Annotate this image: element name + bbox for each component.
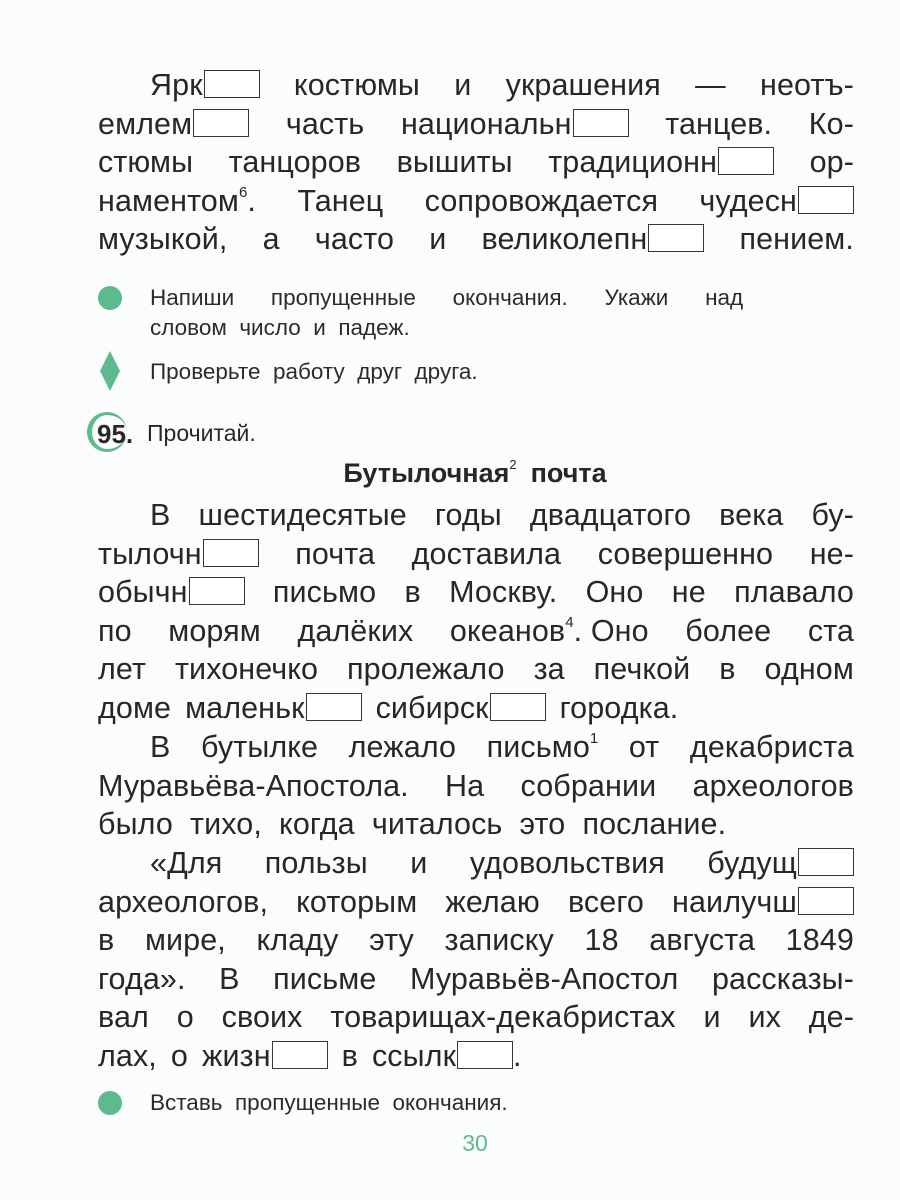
text-line bbox=[98, 573, 854, 612]
word: великолепн bbox=[481, 222, 648, 257]
text-line bbox=[98, 535, 854, 574]
word: их bbox=[748, 1000, 781, 1035]
exercise-number: 95. bbox=[97, 419, 134, 449]
word: археологов, bbox=[98, 884, 269, 919]
word: письме bbox=[273, 961, 377, 996]
word: года». bbox=[98, 961, 186, 996]
word: в bbox=[719, 652, 736, 687]
instruction-text: Проверьте работу друг друга. bbox=[150, 359, 478, 384]
word: лах, bbox=[98, 1038, 157, 1073]
punctuation: . bbox=[513, 1038, 522, 1073]
word: обычн bbox=[98, 575, 188, 610]
word: годы bbox=[434, 498, 502, 532]
word: городка. bbox=[559, 690, 679, 725]
word: «Для bbox=[150, 846, 223, 880]
text-line bbox=[98, 105, 854, 144]
word: В bbox=[150, 498, 171, 532]
blank-box[interactable] bbox=[272, 1041, 328, 1069]
blank-box[interactable] bbox=[490, 693, 546, 721]
word: бу- bbox=[811, 498, 854, 532]
word: не bbox=[671, 575, 706, 610]
page-number: 30 bbox=[462, 1130, 488, 1156]
title-word: Бутылочная bbox=[343, 458, 510, 488]
word: Ко- bbox=[808, 106, 854, 141]
blank-box[interactable] bbox=[457, 1041, 513, 1069]
title-word: почта bbox=[530, 458, 607, 488]
word: вал bbox=[98, 1000, 149, 1035]
word: письмо bbox=[272, 575, 377, 610]
word: музыкой, bbox=[98, 222, 228, 257]
word: и bbox=[703, 1000, 721, 1035]
word: желаю bbox=[445, 884, 540, 919]
text-line bbox=[98, 883, 854, 922]
green-circle-icon bbox=[98, 1091, 122, 1115]
text-line bbox=[98, 496, 854, 535]
word: записку bbox=[444, 923, 554, 958]
word: эту bbox=[369, 923, 414, 958]
word: наментом bbox=[98, 183, 239, 218]
word: Танец bbox=[297, 183, 384, 218]
text-line bbox=[98, 66, 854, 105]
text-line bbox=[98, 650, 854, 689]
word: в bbox=[341, 1038, 358, 1073]
blank-box[interactable] bbox=[189, 577, 245, 605]
story-paragraph-2 bbox=[98, 728, 854, 844]
word: морям bbox=[168, 613, 261, 648]
word: украшения bbox=[505, 68, 661, 102]
word: тихонечко bbox=[174, 652, 319, 687]
word: одном bbox=[764, 652, 854, 687]
word: археологов bbox=[692, 768, 854, 803]
word: 18 bbox=[584, 923, 619, 958]
blank-box[interactable] bbox=[204, 70, 260, 98]
text-line bbox=[98, 960, 854, 999]
blank-box[interactable] bbox=[798, 848, 854, 876]
word: тылочн bbox=[98, 536, 202, 571]
story-paragraph-3 bbox=[98, 844, 854, 1076]
word: в bbox=[404, 575, 421, 610]
word: и bbox=[454, 68, 472, 102]
punctuation: . bbox=[247, 183, 256, 218]
text-line bbox=[98, 220, 854, 259]
footnote-marker: 4 bbox=[565, 613, 574, 631]
word: в bbox=[98, 923, 115, 958]
word: будущ bbox=[707, 846, 797, 880]
word: совершенно bbox=[597, 536, 774, 571]
word: национальн bbox=[400, 106, 572, 141]
text-line bbox=[98, 143, 854, 182]
text-line bbox=[98, 767, 854, 806]
word: мире, bbox=[144, 923, 226, 958]
word: и bbox=[410, 846, 428, 880]
word: Оно bbox=[585, 575, 644, 610]
green-circle-icon bbox=[98, 286, 122, 310]
blank-box[interactable] bbox=[573, 109, 629, 137]
word: Москву. bbox=[449, 575, 558, 610]
word: ста bbox=[807, 613, 854, 648]
word: жизн bbox=[201, 1038, 271, 1073]
blank-box[interactable] bbox=[193, 109, 249, 137]
blank-box[interactable] bbox=[306, 693, 362, 721]
text-line bbox=[98, 689, 854, 728]
story-paragraph-1 bbox=[98, 496, 854, 728]
word: товарищах-декабристах bbox=[330, 1000, 676, 1035]
word: Муравьёв-Апостол bbox=[409, 961, 679, 996]
word: всего bbox=[567, 884, 644, 919]
word: емлем bbox=[98, 106, 193, 141]
word: пролежало bbox=[347, 652, 505, 687]
word: неотъ- bbox=[760, 68, 854, 102]
word: лежало bbox=[348, 730, 457, 764]
word: танцоров bbox=[228, 145, 362, 180]
word: бутылке bbox=[201, 730, 319, 764]
word: доставила bbox=[411, 536, 562, 571]
blank-box[interactable] bbox=[718, 147, 774, 175]
word: часть bbox=[285, 106, 365, 141]
word: плавало bbox=[734, 575, 854, 610]
blank-box[interactable] bbox=[798, 887, 854, 915]
word: за bbox=[533, 652, 565, 687]
word: маленьк bbox=[185, 690, 305, 725]
word: пользы bbox=[264, 846, 368, 880]
text-line bbox=[98, 998, 854, 1037]
text-line bbox=[98, 728, 854, 767]
word: не- bbox=[809, 536, 854, 571]
word: доме bbox=[98, 690, 172, 725]
word: о bbox=[176, 1000, 194, 1035]
instruction-text: Вставь пропущенные окончания. bbox=[150, 1090, 508, 1115]
word: собрании bbox=[520, 768, 657, 803]
word: лет bbox=[98, 652, 147, 687]
text-line bbox=[98, 612, 854, 651]
word: почта bbox=[295, 536, 376, 571]
word: письмо bbox=[486, 730, 590, 764]
word: В bbox=[219, 961, 240, 996]
word: рассказы- bbox=[711, 961, 854, 996]
word: далёких bbox=[297, 613, 414, 648]
text-line bbox=[98, 182, 854, 221]
word: океанов bbox=[449, 613, 566, 648]
footnote-marker: 2 bbox=[509, 457, 517, 472]
word: века bbox=[719, 498, 784, 532]
word: по bbox=[98, 613, 132, 648]
word: традиционн bbox=[548, 145, 718, 180]
exercise-instruction: Прочитай. bbox=[147, 420, 256, 446]
word: своих bbox=[221, 1000, 303, 1035]
word: декабриста bbox=[689, 730, 854, 764]
word: 1849 bbox=[785, 923, 854, 958]
word: наилучш bbox=[672, 884, 797, 919]
word: пением. bbox=[739, 222, 854, 257]
word: Ярк bbox=[150, 68, 203, 102]
word: чудесн bbox=[699, 183, 797, 218]
text-line bbox=[98, 844, 854, 883]
blank-box[interactable] bbox=[203, 539, 259, 567]
word: о bbox=[170, 1038, 188, 1073]
word: . Оно bbox=[573, 613, 649, 648]
word: часто bbox=[314, 222, 395, 257]
word: и bbox=[429, 222, 447, 257]
word: от bbox=[628, 730, 660, 764]
word: На bbox=[445, 768, 485, 803]
green-diamond-icon bbox=[100, 351, 120, 391]
footnote-marker: 6 bbox=[238, 183, 248, 201]
word: шестидесятые bbox=[198, 498, 407, 532]
word: а bbox=[262, 222, 280, 257]
instruction-text: словом число и падеж. bbox=[150, 315, 410, 340]
blank-box[interactable] bbox=[648, 224, 704, 252]
instruction-text: Напиши пропущенные окончания. Укажи над bbox=[150, 285, 744, 310]
word: — bbox=[695, 68, 726, 102]
word: костюмы bbox=[293, 68, 420, 102]
word: танцев. bbox=[665, 106, 773, 141]
blank-box[interactable] bbox=[798, 186, 854, 214]
word: Муравьёва-Апостола. bbox=[98, 768, 409, 803]
word: печкой bbox=[593, 652, 691, 687]
word: более bbox=[685, 613, 772, 648]
footnote-marker: 1 bbox=[589, 730, 599, 747]
paragraph-costumes bbox=[98, 66, 854, 259]
word: ор- bbox=[809, 145, 854, 180]
word: сибирск bbox=[375, 690, 489, 725]
text-line bbox=[98, 805, 854, 844]
word: сопровождается bbox=[424, 183, 659, 218]
word: стюмы bbox=[98, 145, 194, 180]
word: кладу bbox=[256, 923, 339, 958]
word: В bbox=[150, 730, 171, 764]
word: де- bbox=[808, 1000, 854, 1035]
text-run: было тихо, когда читалось это послание. bbox=[98, 807, 727, 842]
text-line bbox=[98, 921, 854, 960]
word: удовольствия bbox=[469, 846, 665, 880]
word: вышиты bbox=[396, 145, 513, 180]
word: двадцатого bbox=[529, 498, 692, 532]
word: августа bbox=[649, 923, 756, 958]
text-line bbox=[98, 1037, 854, 1076]
story-title bbox=[0, 458, 900, 489]
word: которым bbox=[296, 884, 418, 919]
word: ссылк bbox=[371, 1038, 457, 1073]
